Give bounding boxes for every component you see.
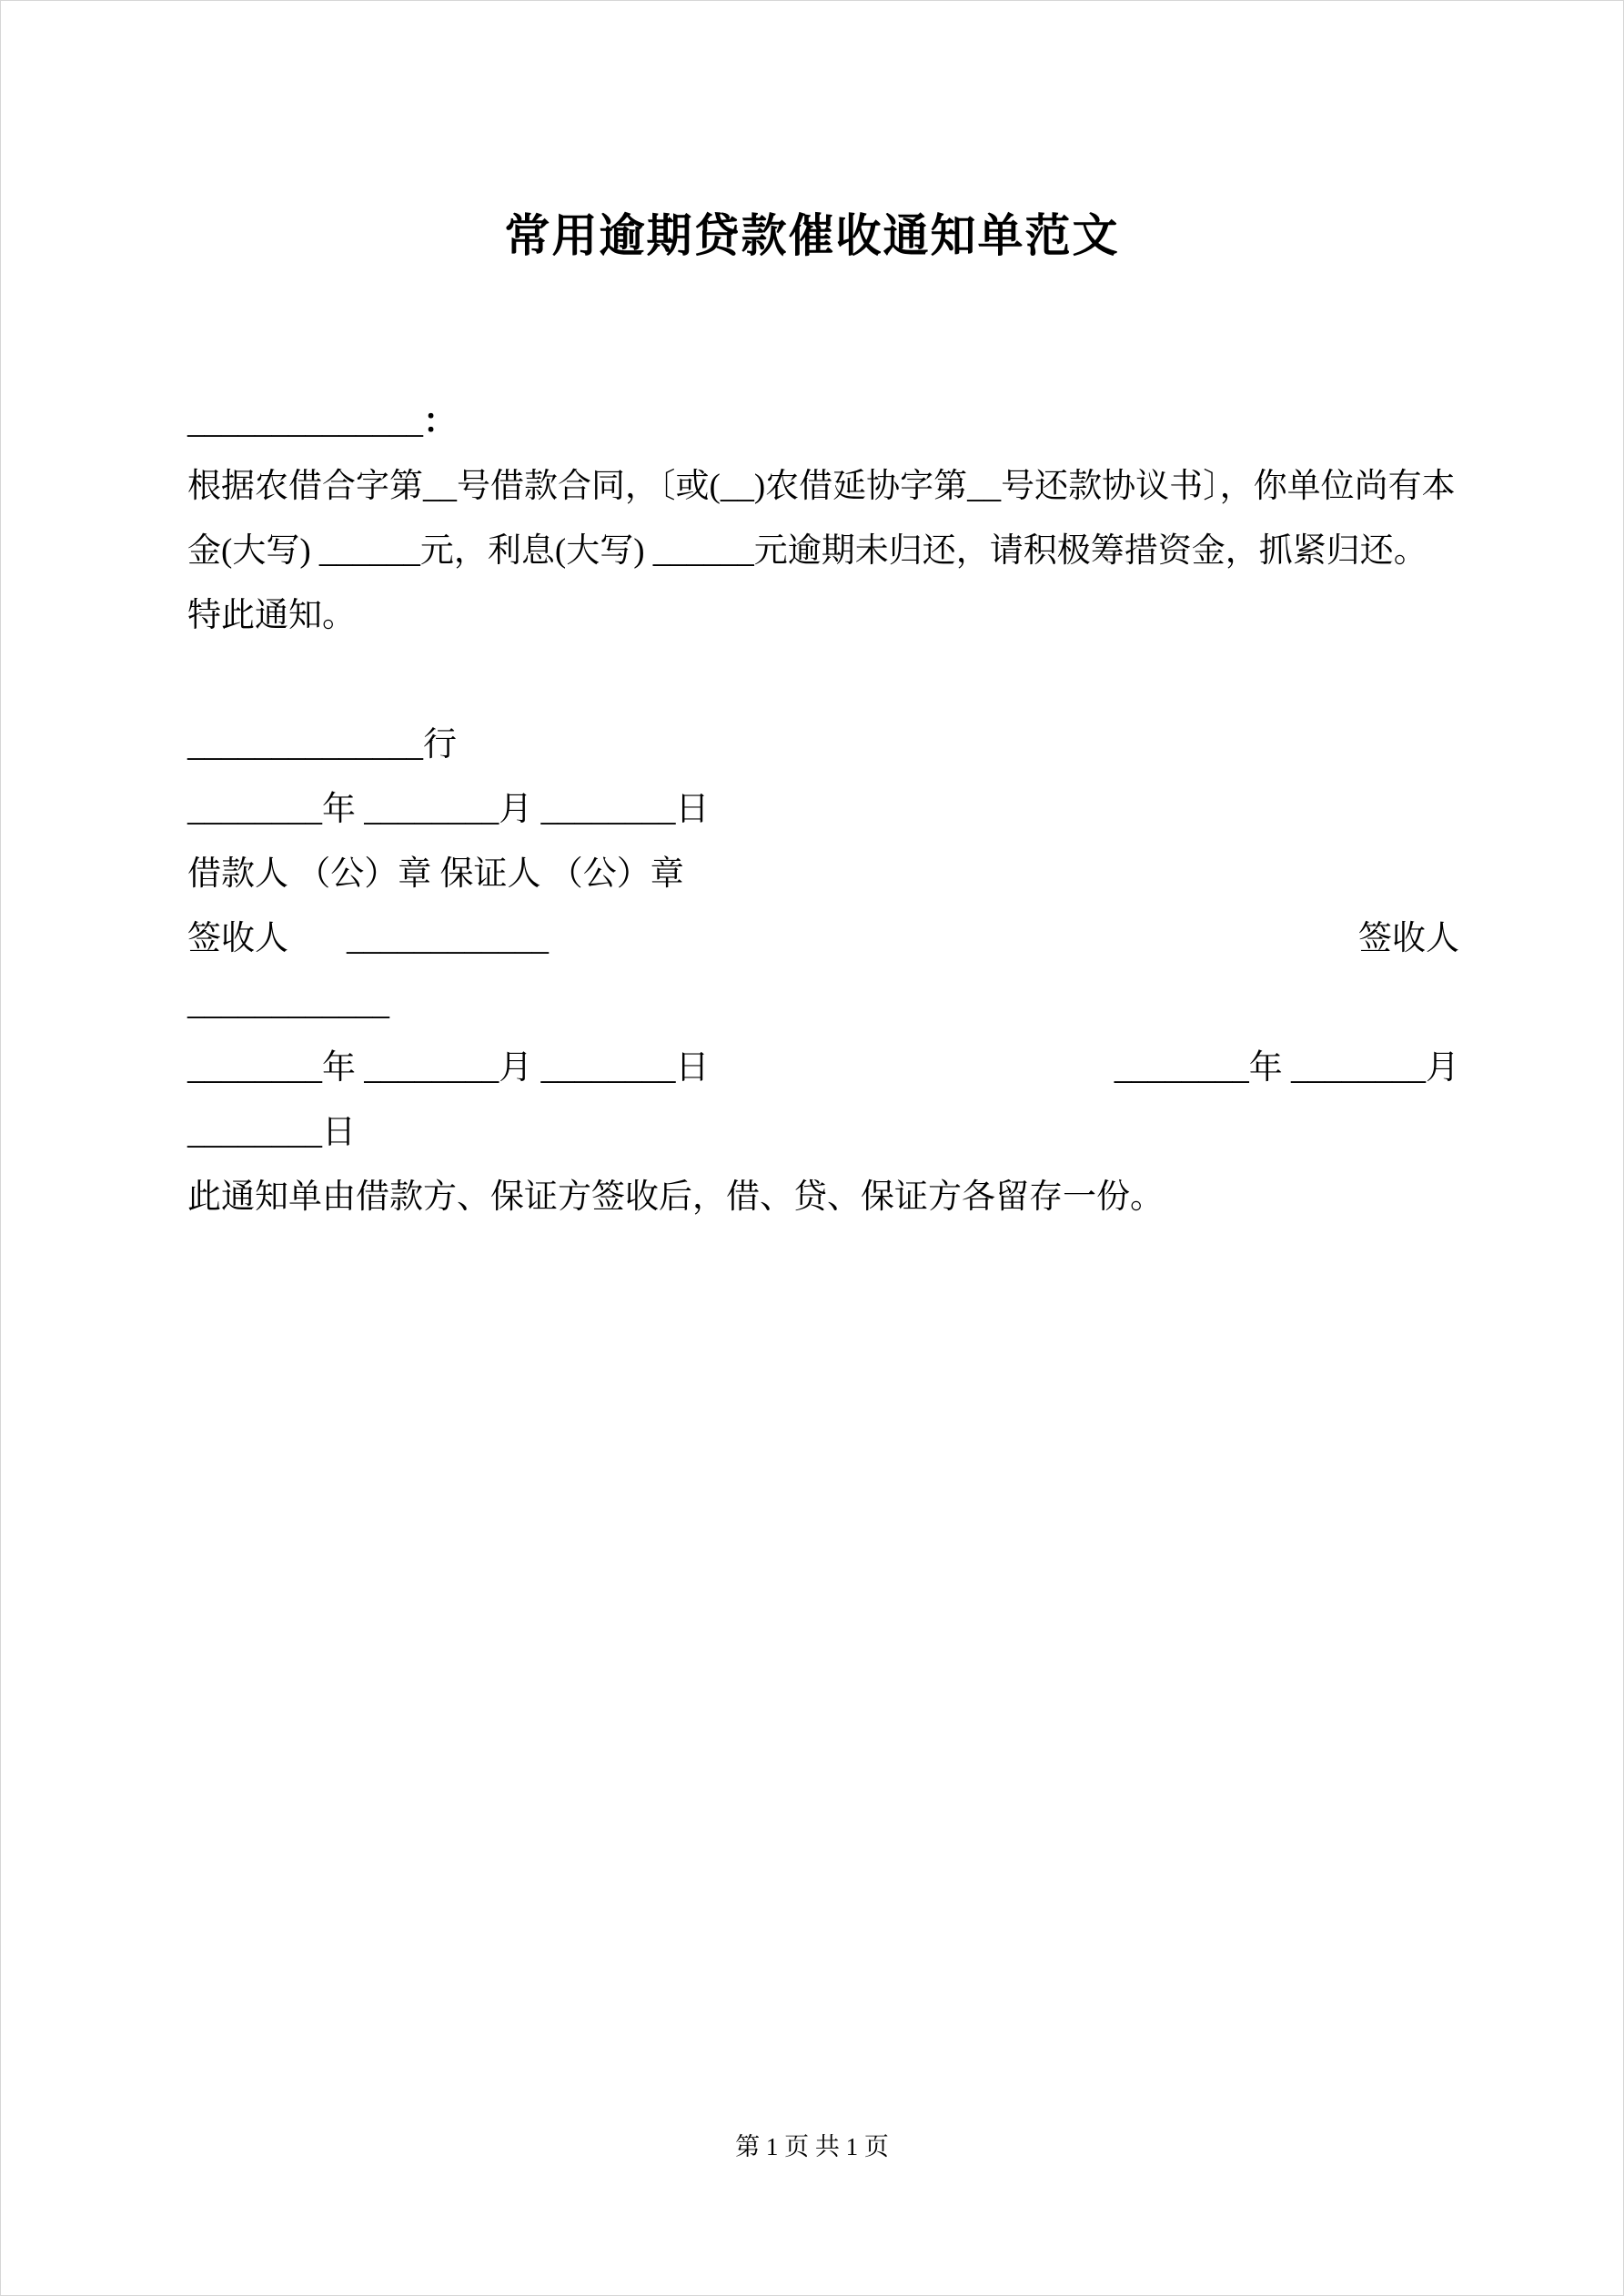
sign-left-blank: ____________ <box>347 920 549 957</box>
sign-right-label: 签收人 <box>1358 920 1459 957</box>
body-line-1: 根据农借合字第__号借款合同，〔或(__)农借延协字第__号还款协议书〕，你单位尚有本 <box>187 468 1456 505</box>
date-row-2-left: ________年 ________月 ________日 <box>187 1049 710 1087</box>
day-line: ________日 <box>187 1114 356 1151</box>
salutation-line <box>187 389 1459 454</box>
date-row-2-right: ________年 ________月 <box>1114 1049 1459 1087</box>
sign-left-label: 签收人 <box>187 920 288 957</box>
closing-note: 此通知单由借款方、保证方签收后，借、贷、保证方各留存一份。 <box>187 1178 1164 1216</box>
body-line-notice: 特此通知。 <box>187 597 356 634</box>
salutation-colon: ： <box>423 403 457 440</box>
seal-line: 借款人 （公）章 保证人 （公）章 <box>187 855 684 893</box>
document-title: 常用逾期贷款催收通知单范文 <box>504 210 1120 261</box>
date-row-2 <box>187 1036 1459 1100</box>
bank-name-line: ______________行 <box>187 726 457 764</box>
lone-blank-line: ____________ <box>187 985 389 1022</box>
sign-left <box>187 906 549 971</box>
bank-date-line: ________年 ________月 ________日 <box>187 791 710 828</box>
blank-spacer <box>187 648 1459 713</box>
salutation-blank: ______________ <box>187 403 423 440</box>
document-body <box>187 389 1459 1229</box>
page-number-footer: 第 1 页 共 1 页 <box>735 2133 889 2160</box>
sign-row <box>187 906 1459 971</box>
body-line-2: 金(大写) ______元，利息(大写) ______元逾期未归还，请积极筹措资金，抓紧归还。 <box>187 532 1427 570</box>
